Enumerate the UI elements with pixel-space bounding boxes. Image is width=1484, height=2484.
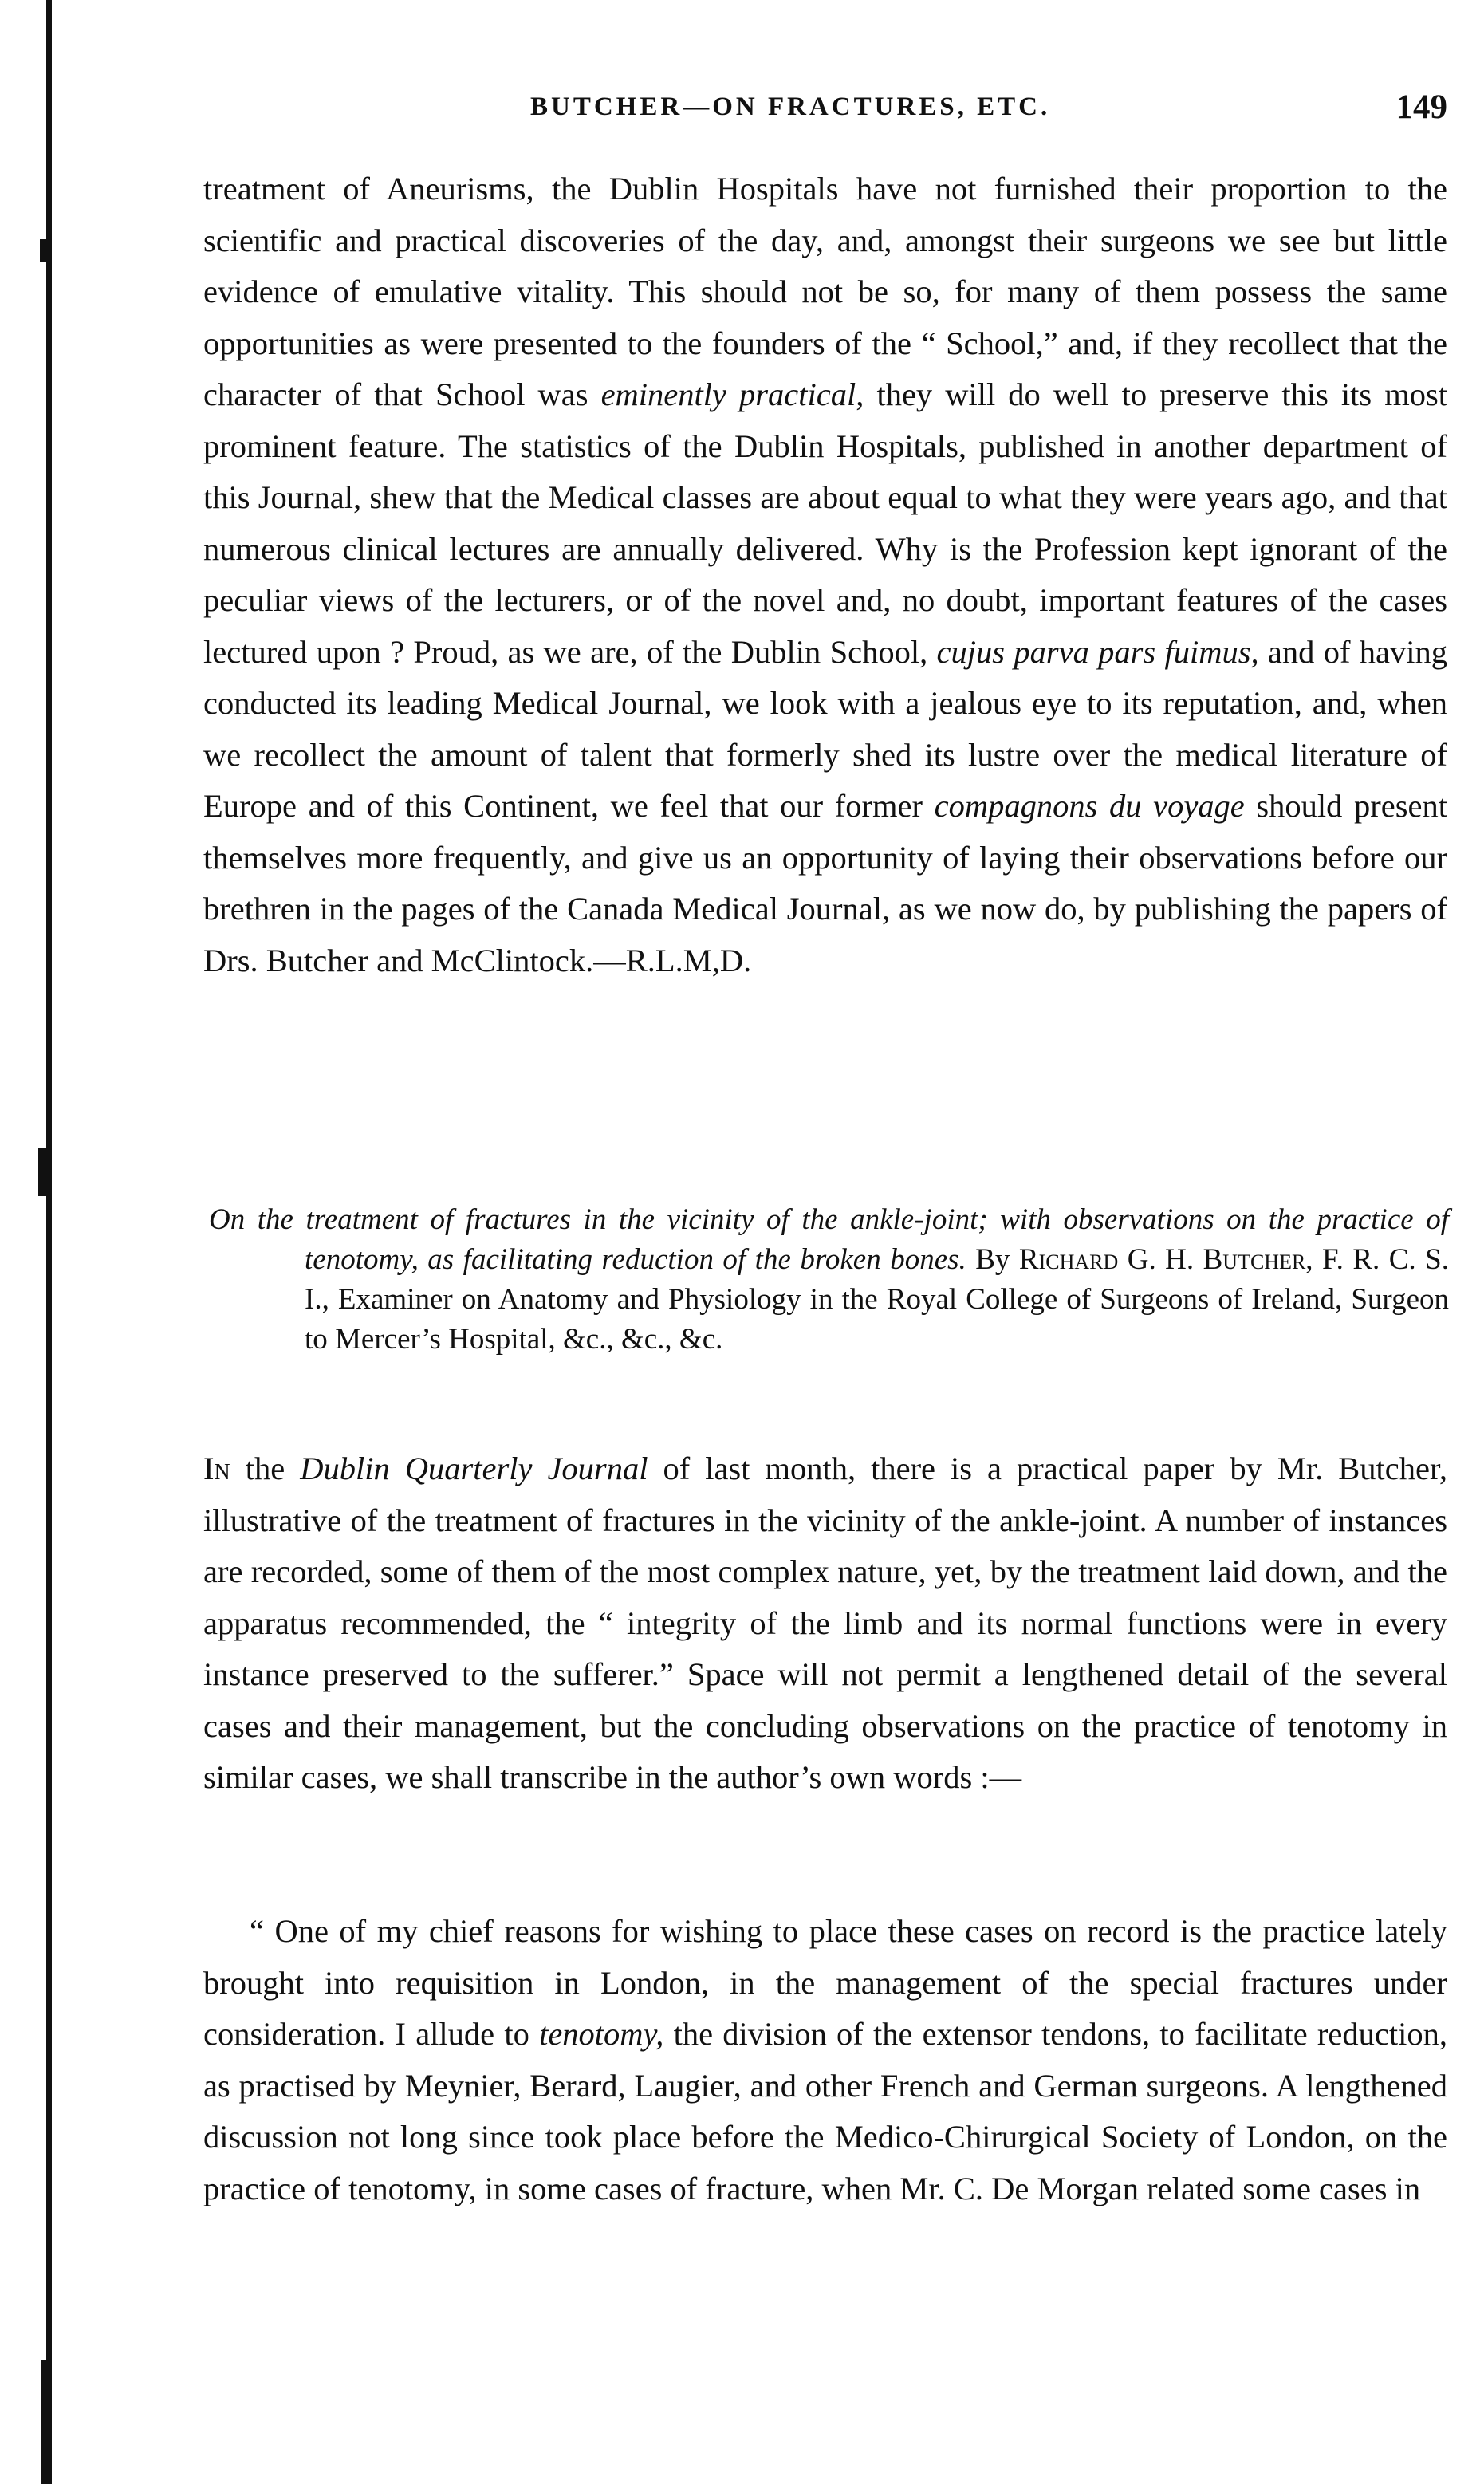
italic-run: compagnons du voyage [934,788,1245,824]
italic-run: cujus parva pars fuimus, [936,633,1259,670]
text-run: should present themselves more frequently, and give us an opportunity of laying their observations before our brethren in the pages of the Canada Medical Journal, as we now do, by publishing the papers of Drs. Butcher and McClintock.—R.L.M,D. [203,788,1447,978]
author-credentials: , F. R. C. S. I., Examiner on Anatomy and Physiology in the Royal College of Surgeons of Ireland, Surgeon to Mercer’s Hospital, &c., &c., &c. [305,1243,1449,1356]
review-paragraph [203,1443,1447,1804]
running-head: BUTCHER—ON FRACTURES, ETC. [530,93,1051,121]
binding-edge [46,0,52,2484]
article-title: On the treatment of fractures in the vicinity of the ankle-joint; with observations on the practice of tenotomy, as facilitating reduction of the broken bones. [209,1203,1449,1276]
text-run: treatment of Aneurisms, the Dublin Hospitals have not furnished their proportion to the scientific and practical discoveries of the day, and, amongst their surgeons we see but little evidence of emulative vitality. This should not be so, for many of them possess the same opportunities as were presented to the founders of the “ School,” and, if they recollect that the character of that School was [203,171,1447,412]
text-run: , they will do well to preserve this its most prominent feature. The statistics of the Dublin Hospitals, published in another department of this Journal, shew that the Medical classes are about equal to what they were years ago, and that numerous clinical lectures are annually delivered. Why is the Profession kept ignorant of the peculiar views of the lecturers, or of the novel and, no doubt, important features of the cases lectured upon ? Proud, as we are, of the Dublin School, [203,376,1448,670]
italic-run: tenotomy, [539,2016,664,2052]
journal-title: Dublin Quarterly Journal [300,1451,648,1486]
text-run: and of having conducted its leading Medical Journal, we look with a jealous eye to its reputation, and, when we recollect the amount of talent that formerly shed its lustre over the medical literature of Europe and of this Continent, we feel that our former [203,633,1447,824]
text-run: the [230,1451,301,1486]
article-heading [209,1200,1449,1360]
drop-cap: In [203,1451,230,1486]
binding-mark [40,239,51,262]
page-header [203,88,1447,136]
editorial-paragraph [203,163,1447,986]
text-run: “ One of my chief reasons for wishing to place these cases on record is the practice lately brought into requisition in London, in the management of the special fractures under consideration. I allude to [203,1913,1447,2052]
text-run: of last month, there is a practical paper by Mr. Butcher, illustrative of the treatment of fractures in the vicinity of the ankle-joint. A number of instances are recorded, some of them of the most complex nature, yet, by the treatment laid down, and the apparatus recommended, the “ integrity of the limb and its normal functions were in every instance preserved to the sufferer.” Space will not permit a lengthened detail of the several cases and their management, but the concluding observations on the practice of tenotomy in similar cases, we shall transcribe in the author’s own words :— [203,1451,1448,1795]
quotation-paragraph [203,1906,1447,2214]
binding-mark [41,2360,51,2484]
article-author: Richard G. H. Butcher [1018,1243,1306,1276]
italic-run: eminently practical [600,376,856,412]
page-number: 149 [1395,89,1447,126]
binding-mark [38,1148,51,1196]
text-run: By [966,1243,1019,1276]
text-run: the division of the extensor tendons, to facilitate reduction, as practised by Meynier, Berard, Laugier, and other French and German surgeons. A lengthened discussion not long since took place before the Medico-Chirurgical Society of London, on the practice of tenotomy, in some cases of fracture, when Mr. C. De Morgan related some cases in [203,2016,1447,2206]
